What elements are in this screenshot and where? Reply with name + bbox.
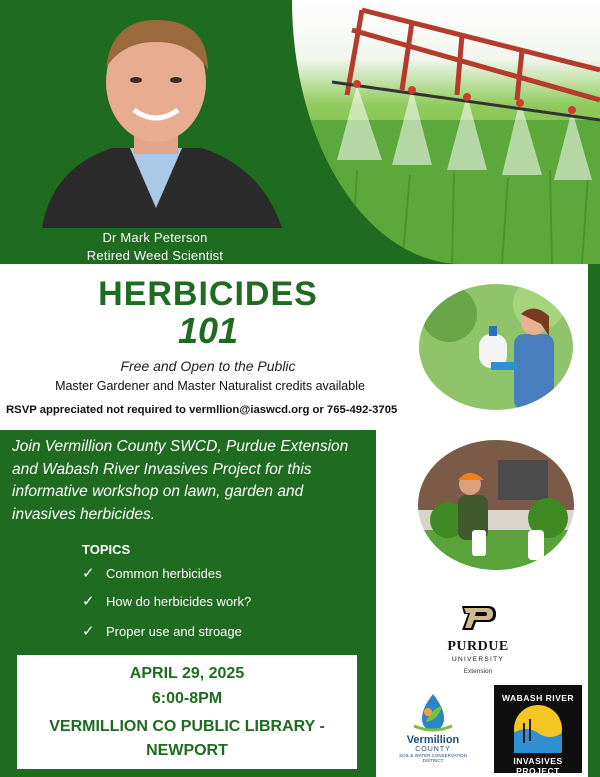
sprayer-photo <box>292 0 600 264</box>
swcd-subtitle: SOIL & WATER CONSERVATION DISTRICT <box>399 753 467 763</box>
check-icon: ✓ <box>82 593 95 610</box>
speaker-title: Retired Weed Scientist <box>86 248 224 263</box>
check-icon: ✓ <box>82 623 95 640</box>
lawn-worker-photo <box>418 440 574 570</box>
event-description: Join Vermillion County SWCD, Purdue Extension and Wabash River Invasives Project for this informative workshop on lawn, garden and invasives herbicides. <box>12 438 349 523</box>
tagline: Free and Open to the Public <box>120 358 296 374</box>
purdue-university: UNIVERSITY <box>451 656 504 663</box>
right-accent-strip <box>588 264 600 777</box>
wabash-title: WABASH RIVER <box>501 693 575 703</box>
purdue-p-icon <box>458 604 498 632</box>
swcd-name: Vermillion <box>406 734 460 746</box>
headline: HERBICIDES <box>98 275 318 313</box>
topics-heading: TOPICS <box>82 542 131 557</box>
speaker-name: Dr Mark Peterson <box>102 230 208 245</box>
event-location: VERMILLION CO PUBLIC LIBRARY - NEWPORT <box>49 718 325 759</box>
swcd-leaf-icon <box>410 692 456 734</box>
topic-item <box>82 592 251 610</box>
credits-note: Master Gardener and Master Naturalist credits available <box>55 379 365 393</box>
vermillion-swcd-logo <box>392 692 474 772</box>
topic-label: How do herbicides work? <box>106 593 252 609</box>
topic-item <box>82 564 222 582</box>
wabash-river-logo <box>494 685 582 776</box>
event-info-box <box>17 655 357 769</box>
rsvp-note: RSVP appreciated not required to vermllion@iaswcd.org or 765-492-3705 <box>6 404 398 416</box>
speaker-portrait <box>22 8 290 228</box>
gardener-spraying-photo <box>419 284 573 410</box>
topic-label: Common herbicides <box>106 565 222 581</box>
event-date: APRIL 29, 2025 <box>129 665 245 682</box>
purdue-extension: Extension <box>463 668 493 675</box>
swcd-county: COUNTY <box>415 746 451 753</box>
event-time: 6:00-8PM <box>151 690 223 707</box>
headline-number: 101 <box>177 310 239 351</box>
topic-label: Proper use and stroage <box>106 623 242 639</box>
wabash-subtitle: INVASIVES PROJECT <box>513 756 563 776</box>
purdue-name: PURDUE <box>447 639 509 654</box>
topic-item <box>82 622 242 640</box>
purdue-logo <box>430 604 526 663</box>
check-icon: ✓ <box>82 565 95 582</box>
